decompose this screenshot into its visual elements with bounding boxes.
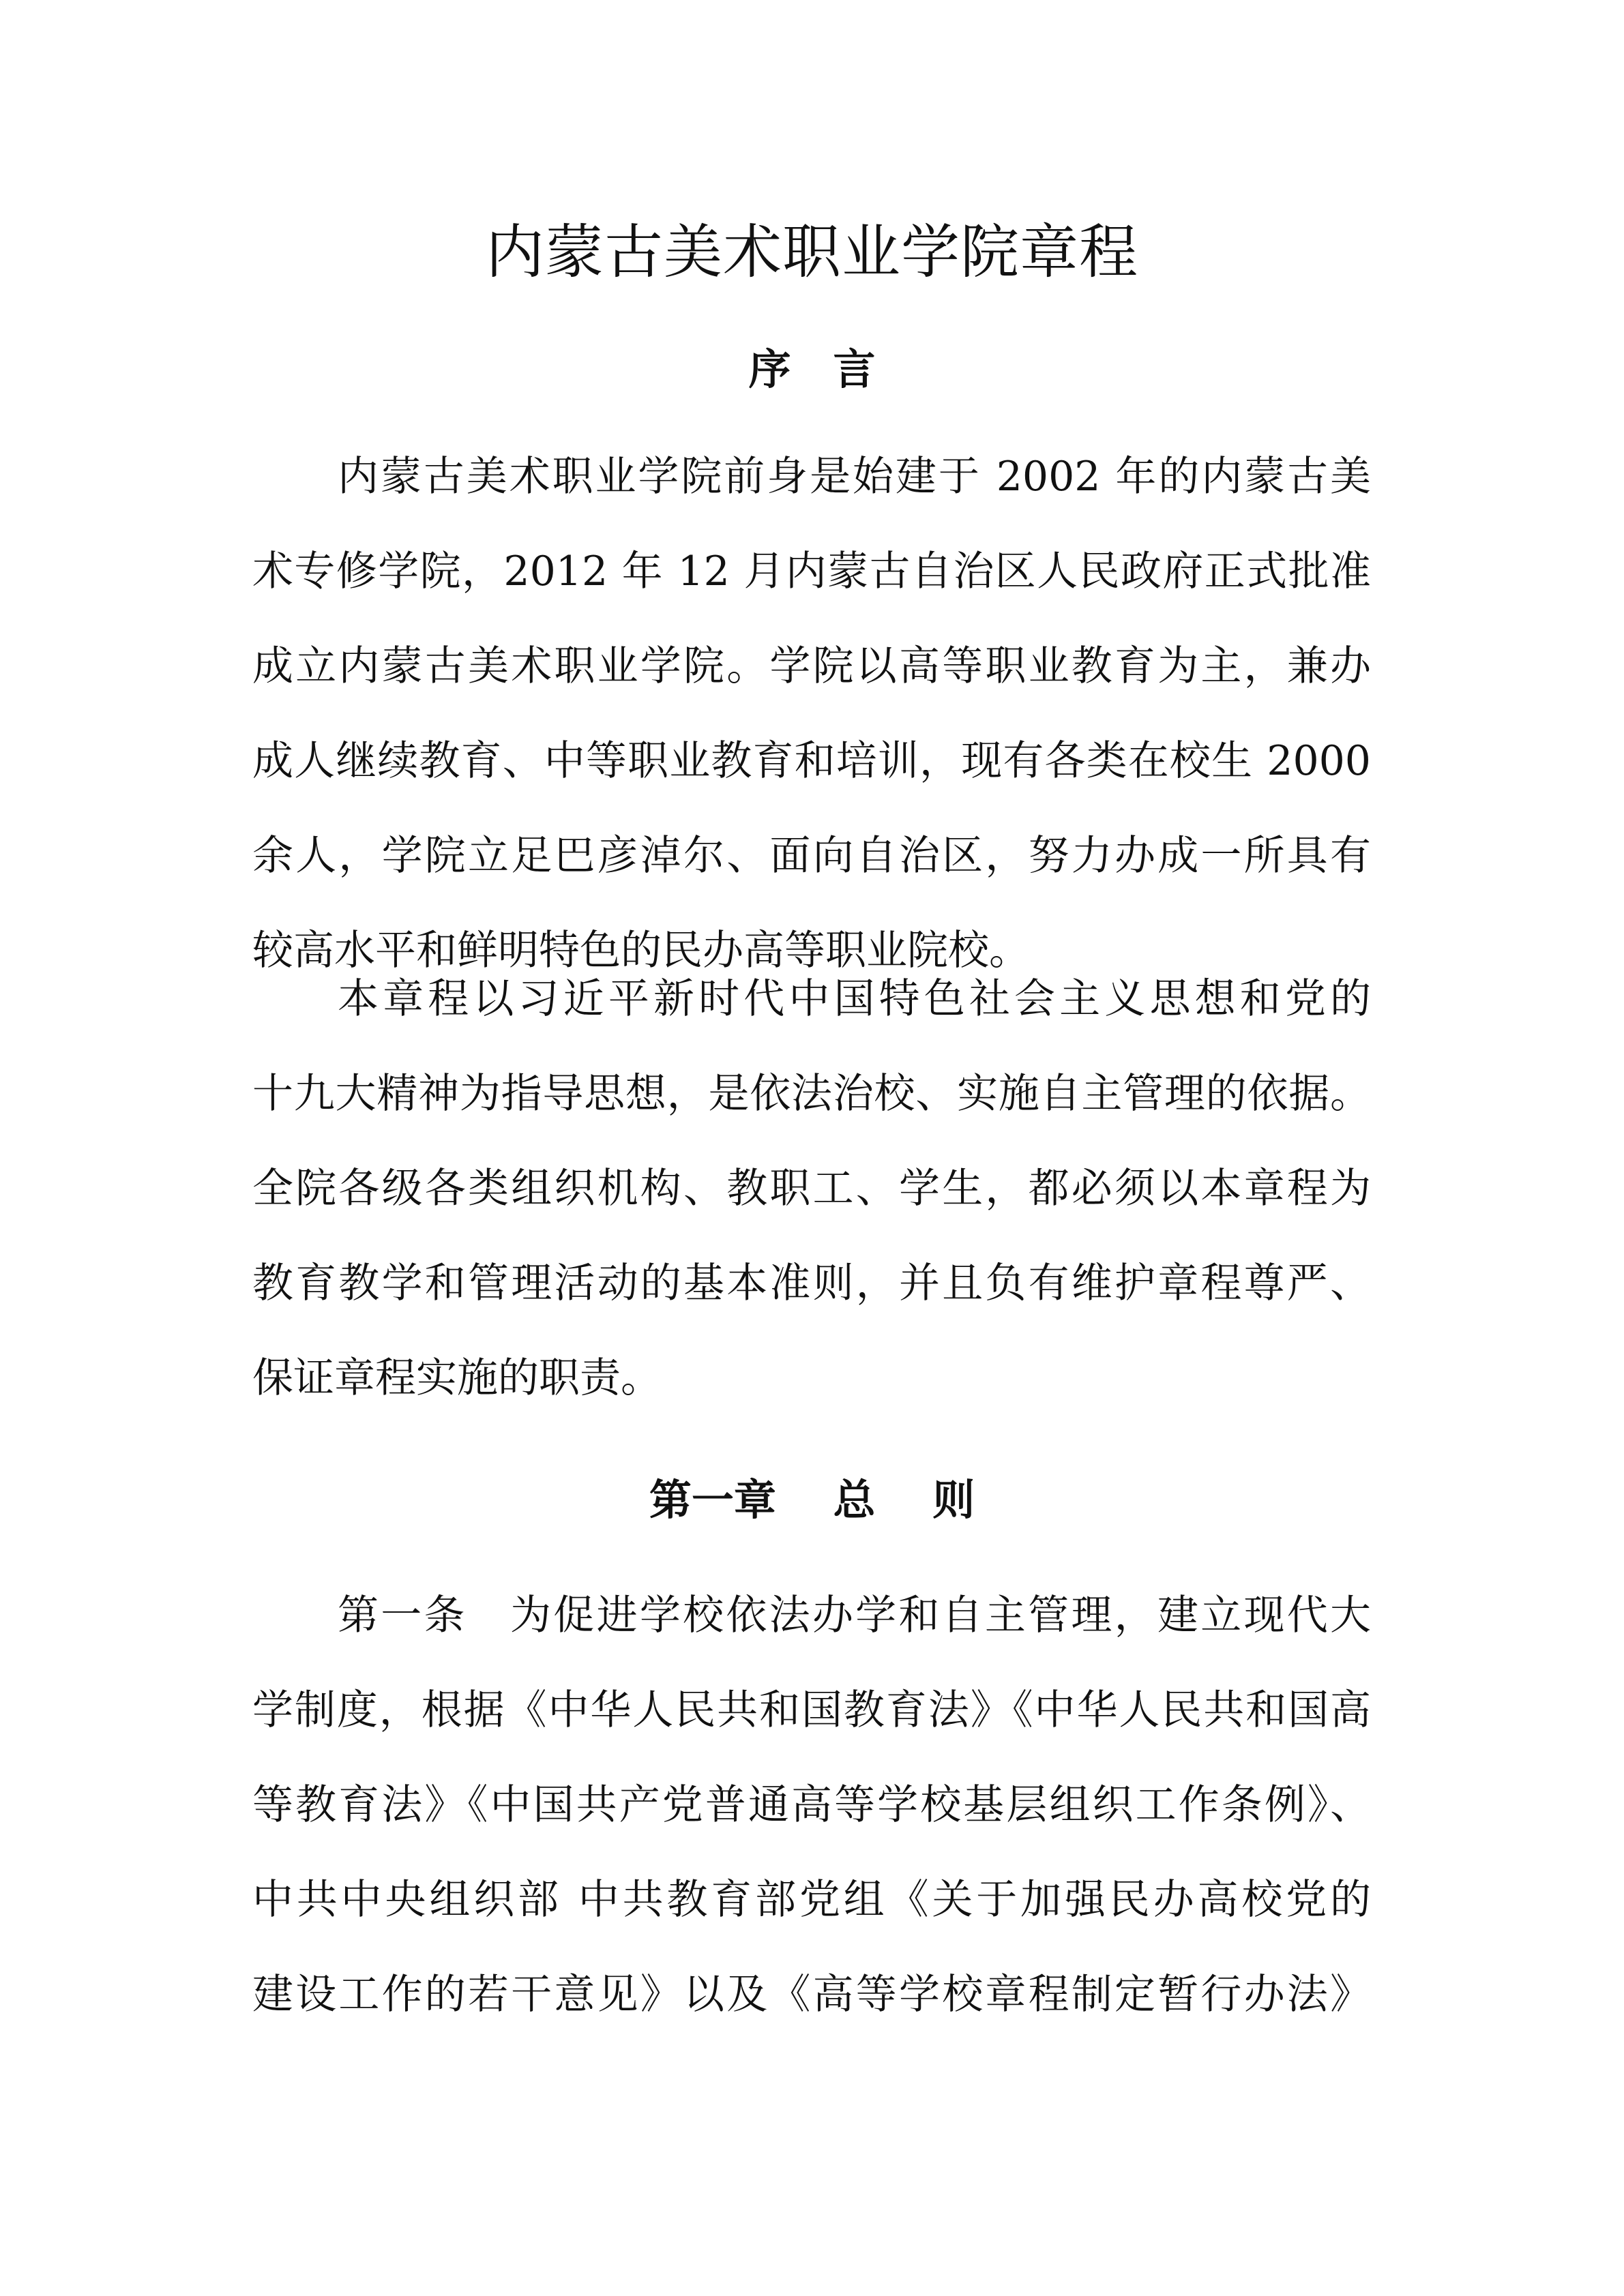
text-line: 成人继续教育、中等职业教育和培训，现有各类在校生 2000	[252, 737, 1371, 785]
text-line: 建设工作的若干意见》以及《高等学校章程制定暂行办法》	[252, 1971, 1371, 2018]
text-line: 中共中央组织部 中共教育部党组《关于加强民办高校党的	[252, 1876, 1371, 1924]
text-line: 保证章程实施的职责。	[252, 1354, 662, 1402]
chapter-heading: 第一章 总 则	[649, 1475, 975, 1525]
document-title: 内蒙古美术职业学院章程	[486, 218, 1138, 286]
text-line: 学制度，根据《中华人民共和国教育法》《中华人民共和国高	[252, 1686, 1371, 1734]
text-line: 教育教学和管理活动的基本准则，并且负有维护章程尊严、	[252, 1259, 1371, 1307]
text-line: 成立内蒙古美术职业学院。学院以高等职业教育为主，兼办	[252, 642, 1371, 690]
text-line: 本章程以习近平新时代中国特色社会主义思想和党的	[338, 975, 1371, 1023]
text-line: 较高水平和鲜明特色的民办高等职业院校。	[252, 927, 1030, 974]
preface-paragraph-1	[252, 430, 1371, 998]
preface-paragraph-2	[252, 952, 1371, 1426]
text-line: 第一条 为促进学校依法办学和自主管理，建立现代大	[338, 1592, 1371, 1639]
text-line: 等教育法》《中国共产党普通高等学校基层组织工作条例》、	[252, 1781, 1371, 1829]
article-1-paragraph	[252, 1568, 1371, 2042]
text-line: 内蒙古美术职业学院前身是始建于 2002 年的内蒙古美	[338, 453, 1371, 501]
text-line: 十九大精神为指导思想，是依法治校、实施自主管理的依据。	[252, 1070, 1371, 1118]
text-line: 余人，学院立足巴彦淖尔、面向自治区，努力办成一所具有	[252, 832, 1371, 880]
preface-heading: 序 言	[748, 344, 876, 394]
text-line: 术专修学院，2012 年 12 月内蒙古自治区人民政府正式批准	[252, 548, 1371, 595]
text-line: 全院各级各类组织机构、教职工、学生，都必须以本章程为	[252, 1165, 1371, 1212]
